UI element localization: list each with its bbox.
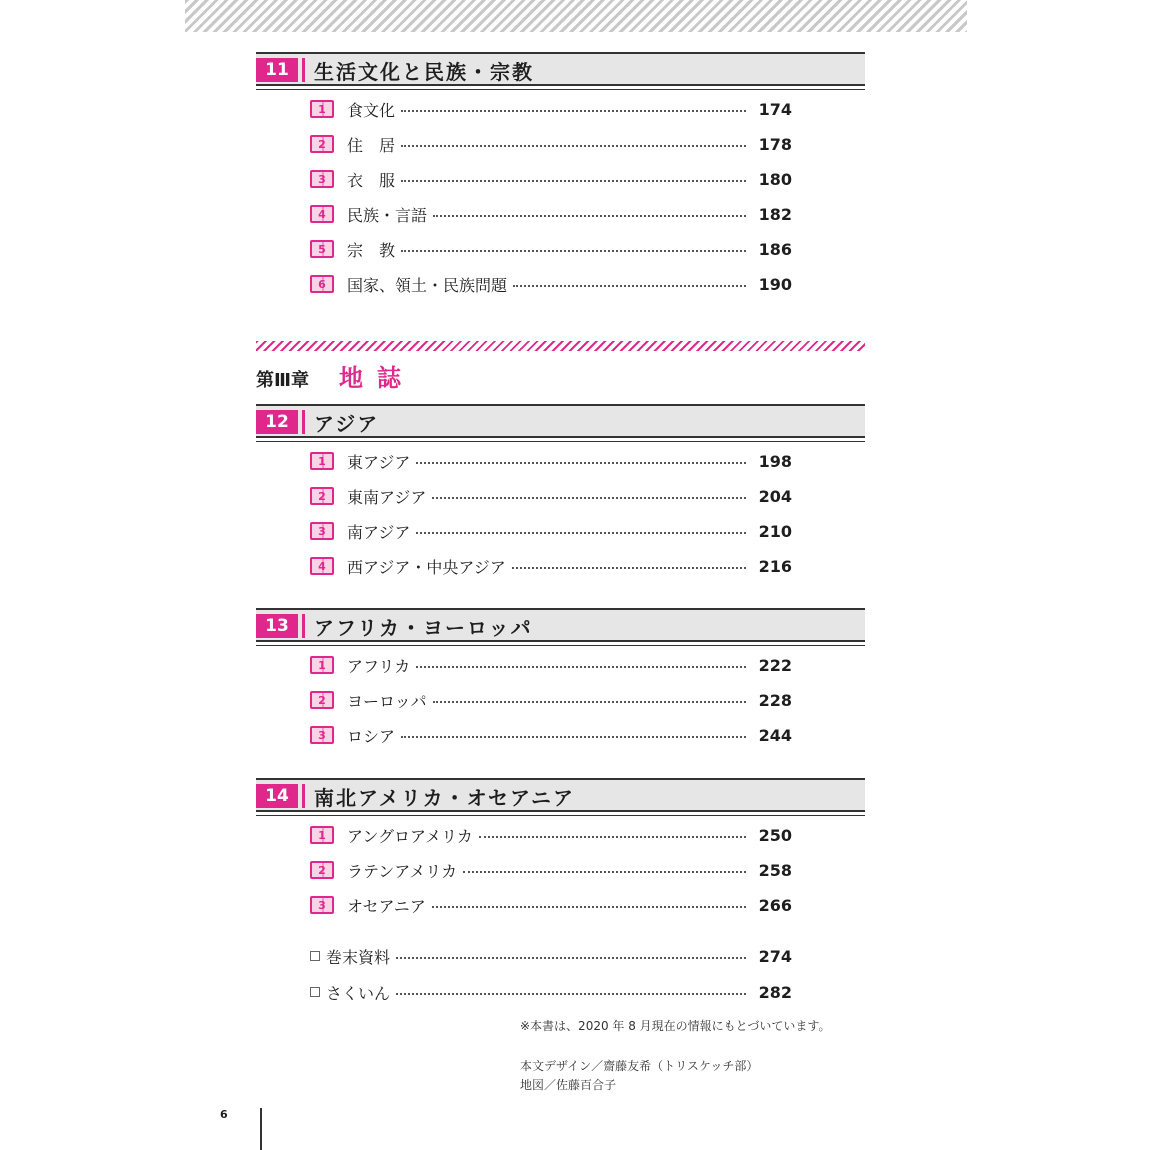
map-credit: 地図／佐藤百合子 <box>520 1078 617 1092</box>
book-number-icon: 4 <box>310 557 334 575</box>
entry-label: 国家、領土・民族問題 <box>347 275 508 295</box>
book-number-icon: 2 <box>310 135 334 153</box>
section-number: 11 <box>256 58 298 82</box>
book-number-icon: 2 <box>310 691 334 709</box>
toc-entry[interactable] <box>310 823 792 847</box>
page-number: 204 <box>758 486 792 506</box>
section-number: 13 <box>256 614 298 638</box>
page-number: 178 <box>758 134 792 154</box>
chapter-heading <box>256 358 865 392</box>
book-number-icon: 1 <box>310 656 334 674</box>
toc-entry[interactable] <box>310 723 792 747</box>
page-number: 216 <box>758 556 792 576</box>
page-number: 174 <box>758 99 792 119</box>
toc-entry[interactable] <box>310 97 792 121</box>
entry-label: 西アジア・中央アジア <box>347 557 506 577</box>
toc-entry[interactable] <box>310 272 792 296</box>
page-number: 222 <box>758 655 792 675</box>
toc-entry[interactable] <box>310 484 792 508</box>
page-number-footer: 6 <box>220 1108 228 1121</box>
page-number: 274 <box>758 946 792 966</box>
toc-entry[interactable] <box>310 237 792 261</box>
toc-extra-entry[interactable] <box>310 944 792 968</box>
entry-label: 食文化 <box>347 100 396 120</box>
page-number: 250 <box>758 825 792 845</box>
book-number-icon: 3 <box>310 522 334 540</box>
section-header-13 <box>256 608 865 642</box>
info-note: ※本書は、2020 年 8 月現在の情報にもとづいています。 <box>520 1019 831 1033</box>
toc-entry[interactable] <box>310 858 792 882</box>
entry-label: 南アジア <box>347 522 411 542</box>
page-number: 258 <box>758 860 792 880</box>
page-number: 180 <box>758 169 792 189</box>
book-number-icon: 1 <box>310 826 334 844</box>
chapter-title: 地誌 <box>339 364 416 392</box>
toc-entry[interactable] <box>310 449 792 473</box>
book-number-icon: 4 <box>310 205 334 223</box>
square-bullet-icon <box>310 987 320 997</box>
section-title: 生活文化と民族・宗教 <box>314 60 534 84</box>
book-number-icon: 3 <box>310 170 334 188</box>
entry-label: 巻末資料 <box>326 947 391 967</box>
entry-label: 民族・言語 <box>347 205 428 225</box>
entry-label: さくいん <box>326 983 391 1003</box>
page-number: 186 <box>758 239 792 259</box>
entry-label: 東南アジア <box>347 487 427 507</box>
section-header-11 <box>256 52 865 86</box>
section-title: アフリカ・ヨーロッパ <box>314 616 533 640</box>
entry-label: アングロアメリカ <box>347 826 473 846</box>
toc-entry[interactable] <box>310 202 792 226</box>
square-bullet-icon <box>310 951 320 961</box>
page-number: 228 <box>758 690 792 710</box>
book-number-icon: 2 <box>310 861 334 879</box>
toc-entry[interactable] <box>310 893 792 917</box>
toc-entry[interactable] <box>310 519 792 543</box>
book-number-icon: 3 <box>310 726 334 744</box>
top-stripe-decoration <box>185 0 967 32</box>
page-number: 266 <box>758 895 792 915</box>
book-number-icon: 1 <box>310 100 334 118</box>
toc-extra-entry[interactable] <box>310 980 792 1004</box>
section-header-14 <box>256 778 865 812</box>
page-number: 182 <box>758 204 792 224</box>
entry-label: ラテンアメリカ <box>347 861 458 881</box>
page-number: 210 <box>758 521 792 541</box>
toc-entry[interactable] <box>310 688 792 712</box>
entry-label: オセアニア <box>347 896 426 916</box>
book-number-icon: 5 <box>310 240 334 258</box>
section-number: 14 <box>256 784 298 808</box>
book-number-icon: 3 <box>310 896 334 914</box>
entry-label: 宗 教 <box>347 240 396 260</box>
toc-entry[interactable] <box>310 167 792 191</box>
entry-label: アフリカ <box>347 656 411 676</box>
design-credit: 本文デザイン／齋藤友希（トリスケッチ部） <box>520 1059 759 1073</box>
page-number: 282 <box>758 982 792 1002</box>
page-number: 244 <box>758 725 792 745</box>
section-header-12 <box>256 404 865 438</box>
book-number-icon: 6 <box>310 275 334 293</box>
chapter-divider <box>256 341 865 351</box>
section-number: 12 <box>256 410 298 434</box>
section-title: アジア <box>314 412 380 436</box>
footer-rule <box>260 1108 262 1150</box>
section-title: 南北アメリカ・オセアニア <box>314 786 575 810</box>
entry-label: ロシア <box>347 726 396 746</box>
entry-label: 住 居 <box>347 135 396 155</box>
entry-label: ヨーロッパ <box>347 691 427 711</box>
entry-label: 東アジア <box>347 452 411 472</box>
toc-entry[interactable] <box>310 554 792 578</box>
page-number: 190 <box>758 274 792 294</box>
book-number-icon: 2 <box>310 487 334 505</box>
chapter-label: 第Ⅲ章 <box>256 370 310 391</box>
toc-entry[interactable] <box>310 132 792 156</box>
entry-label: 衣 服 <box>347 170 396 190</box>
book-number-icon: 1 <box>310 452 334 470</box>
toc-entry[interactable] <box>310 653 792 677</box>
page-number: 198 <box>758 451 792 471</box>
